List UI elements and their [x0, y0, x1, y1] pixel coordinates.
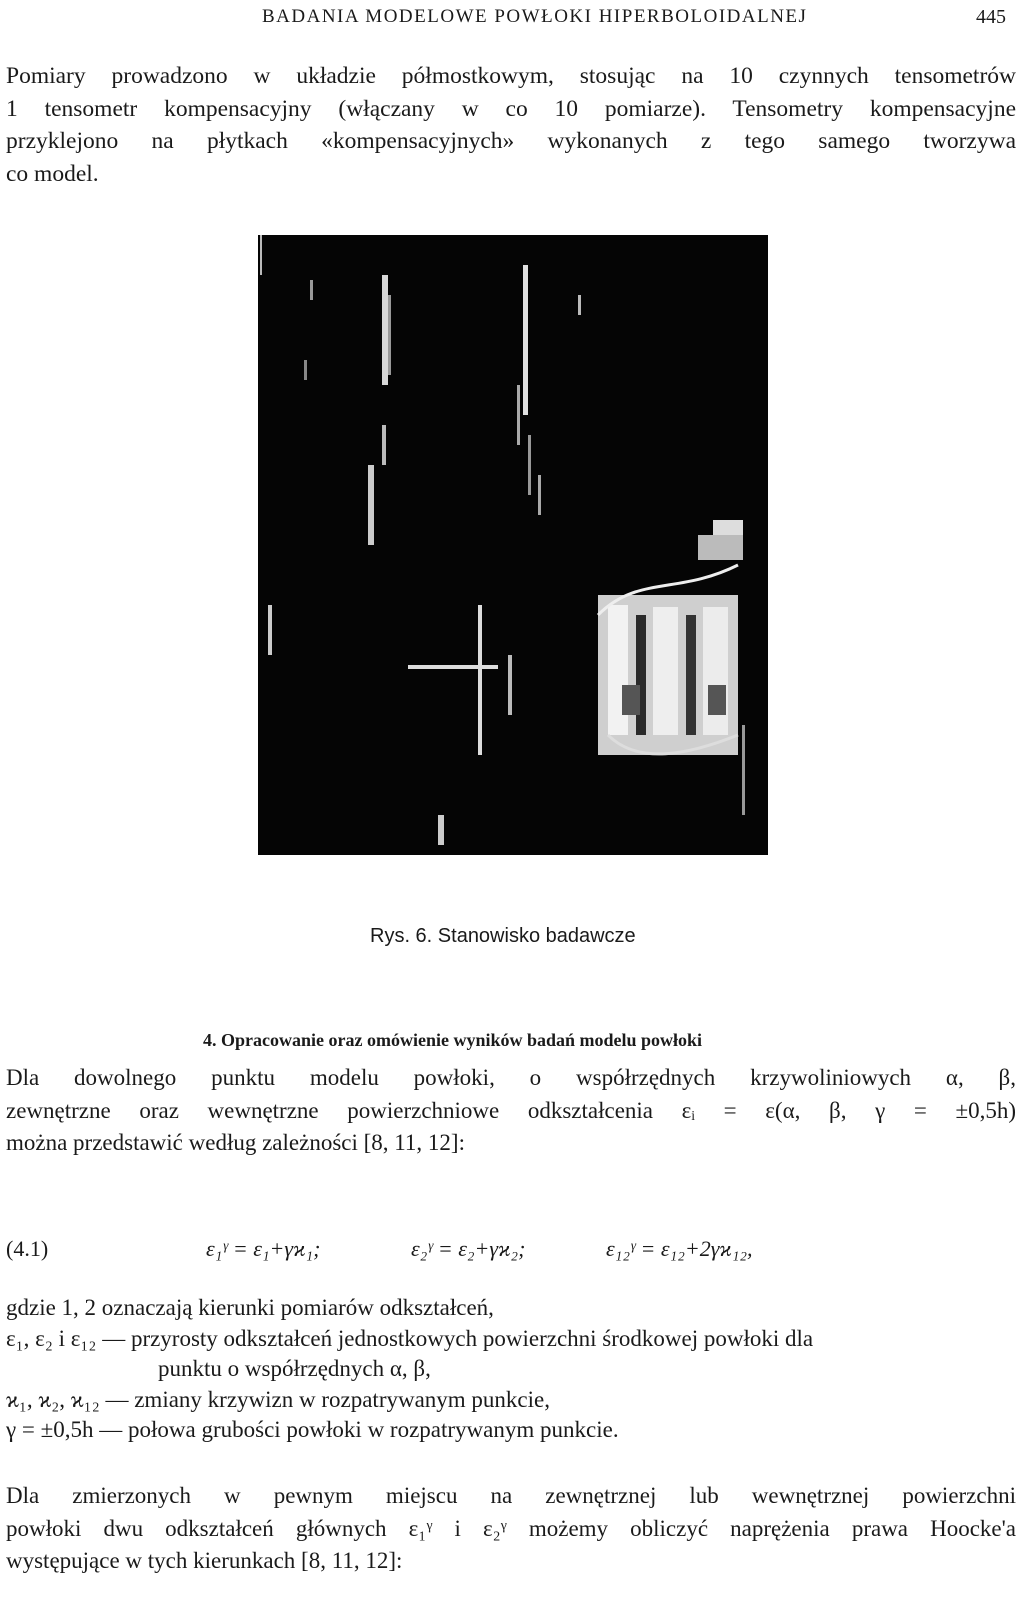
photo-illustration: [258, 235, 768, 855]
equation-part: ε₁₂ᵞ = ε₁₂+2γϰ₁₂,: [606, 1236, 753, 1261]
test-stand-photo: [258, 235, 768, 855]
text-line: powłoki dwu odkształceń głównych ε₁ᵞ i ε₂ᵞ możemy obliczyć naprężenia prawa Hoocke'a: [6, 1515, 1016, 1541]
text-line: Dla zmierzonych w pewnym miejscu na zewnętrznej lub wewnętrznej powierzchni: [6, 1483, 1016, 1508]
paragraph-strains: [6, 1062, 1016, 1160]
paragraph-measurements: [6, 60, 1016, 190]
text-line: przyklejono na płytkach «kompensacyjnych» wykonanych z tego samego tworzywa: [6, 128, 1016, 154]
figure-caption: Rys. 6. Stanowisko badawcze: [370, 925, 636, 947]
text-line: Pomiary prowadzono w układzie półmostkowym, stosując na 10 czynnych tensometrów: [6, 63, 1016, 89]
definition-line: ϰ₁, ϰ₂, ϰ₁₂ — zmiany krzywizn w rozpatrywanym punkcie,: [6, 1386, 550, 1412]
definition-line: γ = ±0,5h — połowa grubości powłoki w rozpatrywanym punkcie.: [6, 1417, 619, 1442]
running-header: BADANIA MODELOWE POWŁOKI HIPERBOLOIDALNEJ: [262, 6, 808, 27]
definition-line: gdzie 1, 2 oznaczają kierunki pomiarów odkształceń,: [6, 1295, 494, 1320]
equation-part: ε₁ᵞ = ε₁+γϰ₁;: [206, 1236, 321, 1261]
equation-part: ε₂ᵞ = ε₂+γϰ₂;: [411, 1236, 526, 1261]
text-line: co model.: [6, 160, 99, 187]
text-line: 1 tensometr kompensacyjny (włączany w co 10 pomiarze). Tensometry kompensacyjne: [6, 95, 1016, 122]
paragraph-hooke: [6, 1480, 1016, 1578]
equation-number: (4.1): [6, 1236, 49, 1261]
text-line: Dla dowolnego punktu modelu powłoki, o współrzędnych krzywoliniowych α, β,: [6, 1065, 1016, 1090]
definition-line: punktu o współrzędnych α, β,: [158, 1356, 431, 1381]
definitions-list: [6, 1293, 1016, 1446]
page-number: 445: [976, 6, 1006, 28]
section-title: 4. Opracowanie oraz omówienie wyników badań modelu powłoki: [203, 1030, 703, 1050]
text-line: można przedstawić według zależności [8, 11, 12]:: [6, 1130, 465, 1155]
text-line: zewnętrzne oraz wewnętrzne powierzchniowe odkształcenia εᵢ = ε(α, β, γ = ±0,5h): [6, 1097, 1016, 1123]
text-line: występujące w tych kierunkach [8, 11, 12]:: [6, 1548, 403, 1573]
definition-line: ε₁, ε₂ i ε₁₂ — przyrosty odkształceń jednostkowych powierzchni środkowej powłoki dla: [6, 1325, 814, 1351]
